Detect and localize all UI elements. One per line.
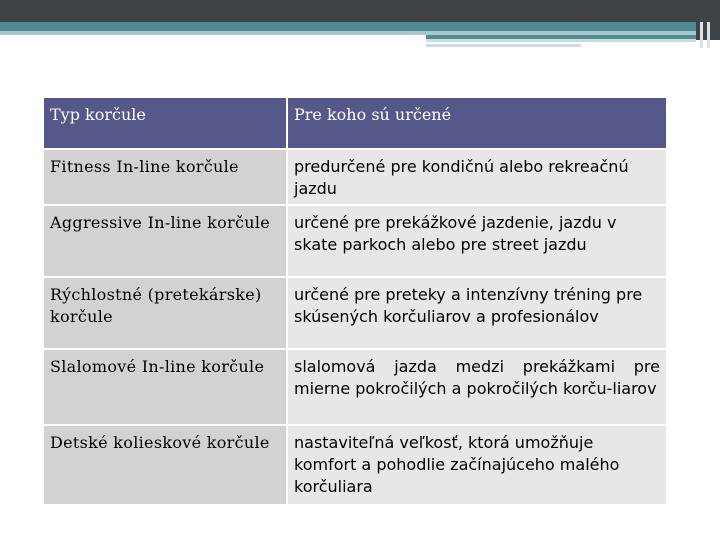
corner-accent-line — [700, 22, 703, 48]
table-row — [43, 149, 667, 205]
description-cell: nastaviteľná veľkosť, ktorá umožňuje komfort a pohodlie začínajúceho malého korčuliara — [287, 425, 667, 505]
header-intended-for: Pre koho sú určené — [287, 97, 667, 149]
description-cell: určené pre preteky a intenzívny tréning pre skúsených korčuliarov a profesionálov — [287, 277, 667, 349]
skate-type-cell: Slalomové In-line korčule — [43, 349, 287, 425]
table-header-row — [43, 97, 667, 149]
table-row — [43, 349, 667, 425]
description-cell: predurčené pre kondičnú alebo rekreačnú jazdu — [287, 149, 667, 205]
table-row — [43, 425, 667, 505]
description-cell: určené pre prekážkové jazdenie, jazdu v skate parkoch alebo pre street jazdu — [287, 205, 667, 277]
skate-type-cell: Rýchlostné (pretekárske) korčule — [43, 277, 287, 349]
top-light-accent-stripe-short — [426, 44, 581, 47]
header-skate-type: Typ korčule — [43, 97, 287, 149]
description-cell: slalomová jazda medzi prekážkami pre mierne pokročilých a pokročilých korču-liarov — [287, 349, 667, 425]
top-light-accent-stripe — [426, 39, 696, 42]
skate-type-cell: Detské kolieskové korčule — [43, 425, 287, 505]
table-row — [43, 205, 667, 277]
corner-accent-line — [707, 22, 710, 48]
top-dark-bar — [0, 0, 720, 22]
skate-type-cell: Fitness In-line korčule — [43, 149, 287, 205]
skate-type-cell: Aggressive In-line korčule — [43, 205, 287, 277]
table-row — [43, 277, 667, 349]
skate-types-table — [42, 96, 668, 506]
top-teal-stripe — [0, 22, 696, 31]
